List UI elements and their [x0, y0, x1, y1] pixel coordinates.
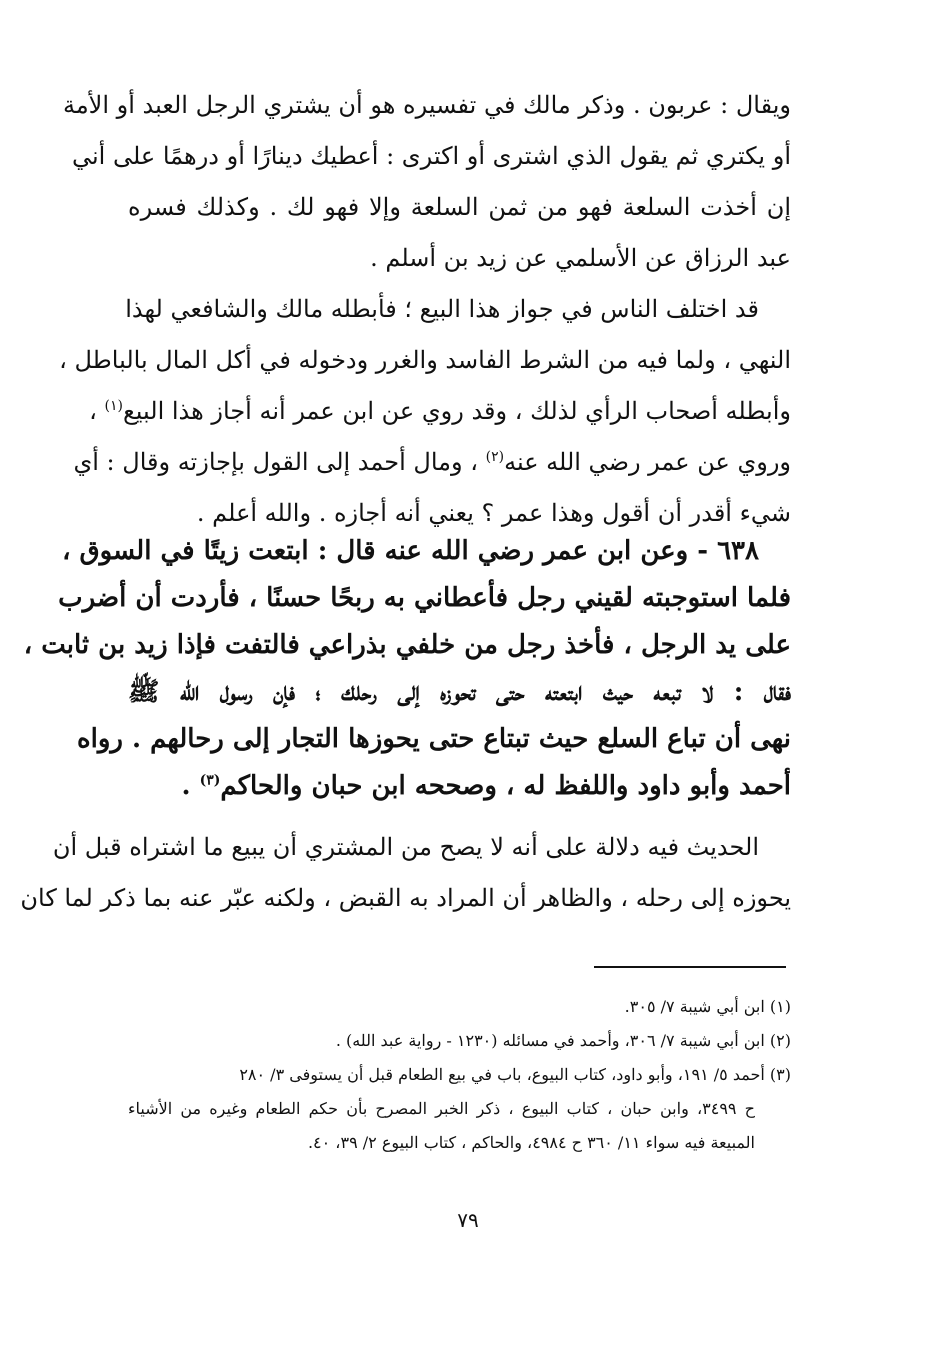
hadith-638	[23, 528, 791, 810]
footnote-separator	[594, 966, 786, 968]
text-run: وأبطله أصحاب الرأي لذلك ، وقد روي عن ابن عمر أنه أجاز هذا البيع	[123, 397, 791, 425]
text-line	[73, 437, 791, 488]
text-line: أو يكتري ثم يقول الذي اشترى أو اكترى : أعطيك دينارًا أو درهمًا على أني	[71, 142, 791, 170]
footnotes	[128, 990, 791, 1160]
paragraph-arbun-definition	[62, 80, 791, 284]
hadith-line	[128, 763, 791, 810]
footnote-3-continuation: ح ٣٤٩٩، وابن حبان ، كتاب البيوع ، ذكر الخبر المصرح بأن حكم الطعام وغيره من الأشياء	[128, 1099, 756, 1118]
text-run: أحمد وأبو داود واللفظ له ، وصححه ابن حبان والحاكم	[220, 771, 791, 801]
hadith-line: نهى أن تباع السلع حيث تبتاع حتى يحوزها التجار إلى رحالهم . رواه	[76, 724, 791, 754]
text-line	[89, 386, 791, 437]
text-line: إن أخذت السلعة فهو من ثمن السلعة وإلا فهو لك . وكذلك فسره	[128, 193, 791, 221]
footnote-3-continuation: المبيعة فيه سواء ١١/ ٣٦٠ ح ٤٩٨٤، والحاكم ، كتاب البيوع ٢/ ٣٩، ٤٠.	[307, 1133, 755, 1152]
footnote-2: (٢) ابن أبي شيبة ٧/ ٣٠٦، وأحمد في مسائله (١٢٣٠ - رواية عبد الله) .	[335, 1031, 791, 1050]
text-line: قد اختلف الناس في جواز هذا البيع ؛ فأبطله مالك والشافعي لهذا	[125, 295, 759, 323]
hadith-line: فقال : لا تبعه حيث ابتعته حتى تحوزه إلى رحلك ؛ فإن رسول الله ﷺ	[128, 677, 791, 707]
footnote-marker-3[interactable]: (٣)	[199, 772, 221, 789]
paragraph-commentary	[20, 822, 791, 924]
text-run: ،	[89, 397, 105, 425]
text-line: ويقال : عربون . وذكر مالك في تفسيره هو أن يشتري الرجل العبد أو الأمة	[62, 91, 791, 119]
text-run: وروي عن عمر رضي الله عنه	[504, 448, 791, 476]
footnote-1: (١) ابن أبي شيبة ٧/ ٣٠٥.	[624, 997, 791, 1016]
page-number: ٧٩	[457, 1208, 479, 1232]
text-line: الحديث فيه دلالة على أنه لا يصح من المشتري أن يبيع ما اشتراه قبل أن	[52, 833, 759, 861]
hadith-line: ٦٣٨ - وعن ابن عمر رضي الله عنه قال : ابتعت زيتًا في السوق ،	[62, 536, 759, 566]
paragraph-scholars-disagreement	[59, 284, 791, 539]
text-run: ، ومال أحمد إلى القول بإجازته وقال : أي	[73, 448, 486, 476]
footnote-marker-2[interactable]: (٢)	[485, 449, 505, 465]
text-line: النهي ، ولما فيه من الشرط الفاسد والغرر ودخوله في أكل المال بالباطل ،	[59, 346, 791, 374]
footnote-marker-1[interactable]: (١)	[104, 398, 124, 414]
footnote-3: (٣) أحمد ٥/ ١٩١، وأبو داود، كتاب البيوع، باب في بيع الطعام قبل أن يستوفى ٣/ ٢٨٠	[239, 1065, 791, 1084]
hadith-line: على يد الرجل ، فأخذ رجل من خلفي بذراعي فالتفت فإذا زيد بن ثابت ،	[23, 630, 791, 660]
text-line: يحوزه إلى رحله ، والظاهر أن المراد به القبض ، ولكنه عبّر عنه بما ذكر لما كان	[20, 884, 791, 912]
text-line: شيء أقدر أن أقول وهذا عمر ؟ يعني أنه أجازه . والله أعلم .	[196, 499, 791, 527]
text-line: عبد الرزاق عن الأسلمي عن زيد بن أسلم .	[370, 244, 791, 272]
text-run: .	[181, 771, 200, 801]
hadith-line: فلما استوجبته لقيني رجل فأعطاني به ربحًا حسنًا ، فأردت أن أضرب	[58, 583, 791, 613]
